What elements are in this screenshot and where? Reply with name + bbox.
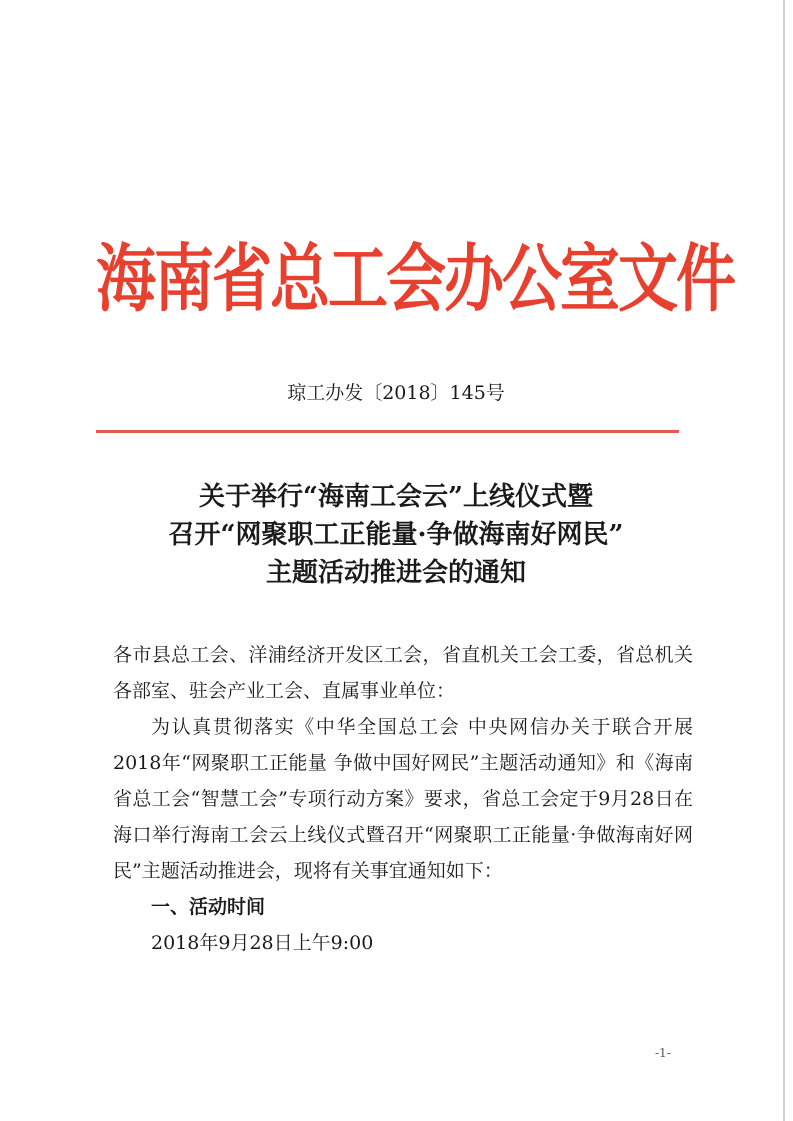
body-paragraph: 为认真贯彻落实《中华全国总工会 中央网信办关于联合开展2018年“网聚职工正能量 争做中国好网民”主题活动通知》和《海南省总工会“智慧工会”专项行动方案》要求，省总工会定于9月28日在海口举行海南工会云上线仪式暨召开“网聚职工正能量·争做海南好网民”主题活动推进会，现将有关事宜通知如下： <box>113 716 693 882</box>
document-number: 琼工办发〔2018〕145号 <box>287 382 505 404</box>
document-title <box>96 478 696 592</box>
title-line-3: 主题活动推进会的通知 <box>265 558 526 588</box>
red-divider-line <box>96 430 679 433</box>
document-masthead: 海南省总工会办公室文件 <box>96 236 734 323</box>
page-edge-line <box>783 0 785 1121</box>
document-body <box>113 637 693 961</box>
section-heading: 一、活动时间 <box>151 896 266 918</box>
title-line-2: 召开“网聚职工正能量·争做海南好网民” <box>168 520 624 550</box>
page-number: -1- <box>655 1046 671 1060</box>
addressee-paragraph: 各市县总工会、洋浦经济开发区工会，省直机关工会工委，省总机关各部室、驻会产业工会、直属事业单位： <box>113 644 693 702</box>
section-text: 2018年9月28日上午9:00 <box>151 932 374 954</box>
title-line-1: 关于举行“海南工会云”上线仪式暨 <box>199 482 593 512</box>
